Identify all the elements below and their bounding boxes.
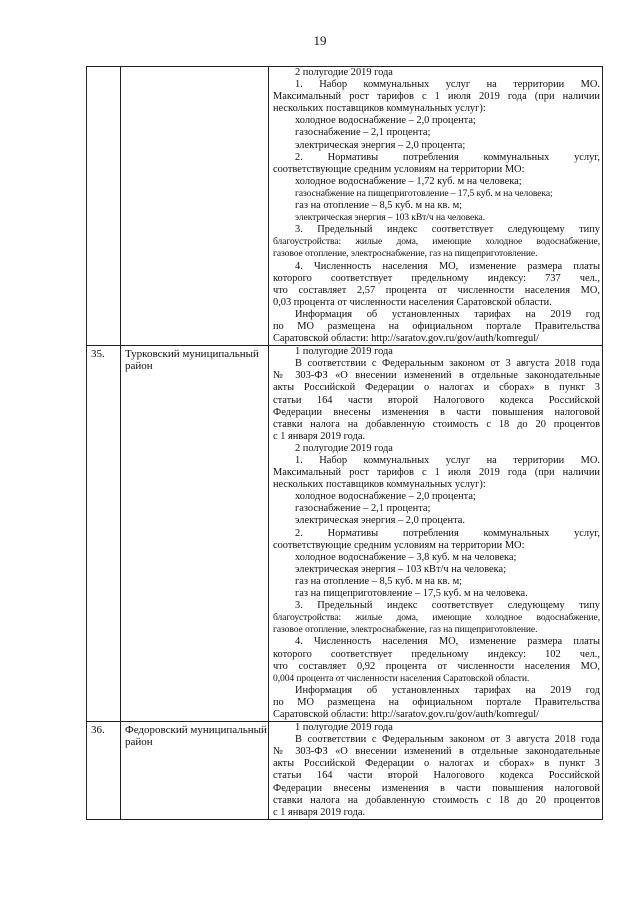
text-line: которого соответствует предельному индексу: 102 чел., <box>273 648 600 660</box>
row-number <box>87 67 121 346</box>
text-line: благоустройства: жилые дома, имеющие холодное водоснабжение, <box>273 612 600 624</box>
text-line: 2. Нормативы потребления коммунальных услуг, <box>295 151 600 163</box>
text-line: газоснабжение – 2,1 процента; <box>295 503 431 515</box>
text-line: 4. Численность населения МО, изменение размера платы <box>295 260 600 272</box>
text-line: Федерации внесены изменения в части повышения налоговой <box>273 406 600 418</box>
text-line: электрическая энергия – 2,0 процента. <box>295 515 465 527</box>
text-line: по МО размещена на официальном портале Правительства <box>273 320 600 332</box>
table-row <box>87 67 603 346</box>
row-number: 35. <box>87 346 121 722</box>
text-line: 1 полугодие 2019 года <box>295 722 393 734</box>
text-line: ставки налога на добавленную стоимость с 18 до 20 процентов <box>273 794 600 806</box>
municipality-name <box>121 67 269 346</box>
text-line: 0,004 процента от численности населения Саратовской области. <box>273 672 530 684</box>
text-line: 2. Нормативы потребления коммунальных услуг, <box>295 527 600 539</box>
text-line: электрическая энергия – 103 кВт/ч на человека; <box>295 563 507 575</box>
tariff-info-cell <box>269 67 603 346</box>
text-line: газ на отопление – 8,5 куб. м на кв. м; <box>295 200 463 212</box>
text-line: газ на пищеприготовление – 17,5 куб. м на человека. <box>295 588 528 600</box>
text-line: что составляет 2,57 процента от численности населения МО, <box>273 284 600 296</box>
text-line: холодное водоснабжение – 3,8 куб. м на человека; <box>295 551 517 563</box>
text-line: газовое отопление, электроснабжение, газ на пищеприготовление. <box>273 248 538 260</box>
text-line: с 1 января 2019 года. <box>273 806 366 818</box>
text-line: соответствующие средним условиям на территории МО: <box>273 163 525 175</box>
tariff-info-cell <box>269 346 603 722</box>
page-number: 19 <box>313 33 327 48</box>
text-line: благоустройства: жилые дома, имеющие холодное водоснабжение, <box>273 236 600 248</box>
text-line: 2 полугодие 2019 года <box>295 442 393 454</box>
text-line: соответствующие средним условиям на территории МО: <box>273 539 525 551</box>
row-number: 36. <box>87 722 121 820</box>
table-row <box>87 346 603 722</box>
text-line: холодное водоснабжение – 2,0 процента; <box>295 115 476 127</box>
text-line: 1 полугодие 2019 года <box>295 346 393 358</box>
text-line: акты Российской Федерации о налогах и сборах» в пункт 3 <box>273 758 600 770</box>
text-line: электрическая энергия – 2,0 процента; <box>295 139 466 151</box>
text-line: 0,03 процента от численности населения Саратовской области. <box>273 296 552 308</box>
text-line: акты Российской Федерации о налогах и сборах» в пункт 3 <box>273 382 600 394</box>
text-line: В соответствии с Федеральным законом от 3 августа 2018 года <box>295 358 600 370</box>
text-line: 1. Набор коммунальных услуг на территории МО. <box>295 79 600 91</box>
text-line: ставки налога на добавленную стоимость с 18 до 20 процентов <box>273 418 600 430</box>
text-line: которого соответствует предельному индексу: 737 чел., <box>273 272 600 284</box>
text-line: 1. Набор коммунальных услуг на территории МО. <box>295 455 600 466</box>
text-line: Максимальный рост тарифов с 1 июля 2019 года (при наличии <box>273 91 600 103</box>
table-body <box>87 67 603 820</box>
text-line: газ на отопление – 8,5 куб. м на кв. м; <box>295 575 463 587</box>
text-line: нескольких поставщиков коммунальных услуг): <box>273 479 486 491</box>
text-line: В соответствии с Федеральным законом от 3 августа 2018 года <box>295 734 600 746</box>
text-line: по МО размещена на официальном портале Правительства <box>273 696 600 708</box>
tariff-info-cell <box>269 722 603 820</box>
text-line: 4. Численность населения МО, изменение размера платы <box>295 636 600 648</box>
text-line: 3. Предельный индекс соответствует следующему типу <box>295 224 600 236</box>
municipal-tariffs-table <box>86 66 603 820</box>
municipality-name: Турковский муниципальный район <box>121 346 269 722</box>
text-line: статьи 164 части второй Налогового кодекса Российской <box>273 770 600 782</box>
text-line: 3. Предельный индекс соответствует следующему типу <box>295 600 600 612</box>
text-line: газоснабжение на пищеприготовление – 17,5 куб. м на человека; <box>295 187 553 199</box>
text-line: холодное водоснабжение – 2,0 процента; <box>295 491 476 503</box>
text-line: газоснабжение – 2,1 процента; <box>295 127 431 139</box>
text-line: холодное водоснабжение – 1,72 куб. м на человека; <box>295 175 522 187</box>
text-line: № 303-ФЗ «О внесении изменений в отдельные законодательные <box>273 370 600 382</box>
text-line: газовое отопление, электроснабжение, газ на пищеприготовление. <box>273 624 538 636</box>
text-line: Информация об установленных тарифах на 2019 год <box>295 684 600 696</box>
text-line: Максимальный рост тарифов с 1 июля 2019 года (при наличии <box>273 467 600 479</box>
text-line: с 1 января 2019 года. <box>273 430 366 442</box>
text-line: 2 полугодие 2019 года <box>295 67 393 78</box>
text-line: электрическая энергия – 103 кВт/ч на человека. <box>295 212 486 224</box>
text-line: нескольких поставщиков коммунальных услуг): <box>273 103 486 115</box>
municipality-name: Федоровский муниципальный район <box>121 722 269 820</box>
table-row <box>87 722 603 820</box>
text-line: № 303-ФЗ «О внесении изменений в отдельные законодательные <box>273 746 600 758</box>
text-line: Саратовской области: http://saratov.gov.ru/gov/auth/komregul/ <box>273 333 539 345</box>
text-line: Информация об установленных тарифах на 2019 год <box>295 308 600 320</box>
text-line: статьи 164 части второй Налогового кодекса Российской <box>273 394 600 406</box>
text-line: Саратовской области: http://saratov.gov.ru/gov/auth/komregul/ <box>273 708 539 720</box>
text-line: что составляет 0,92 процента от численности населения МО, <box>273 660 600 672</box>
text-line: Федерации внесены изменения в части повышения налоговой <box>273 782 600 794</box>
